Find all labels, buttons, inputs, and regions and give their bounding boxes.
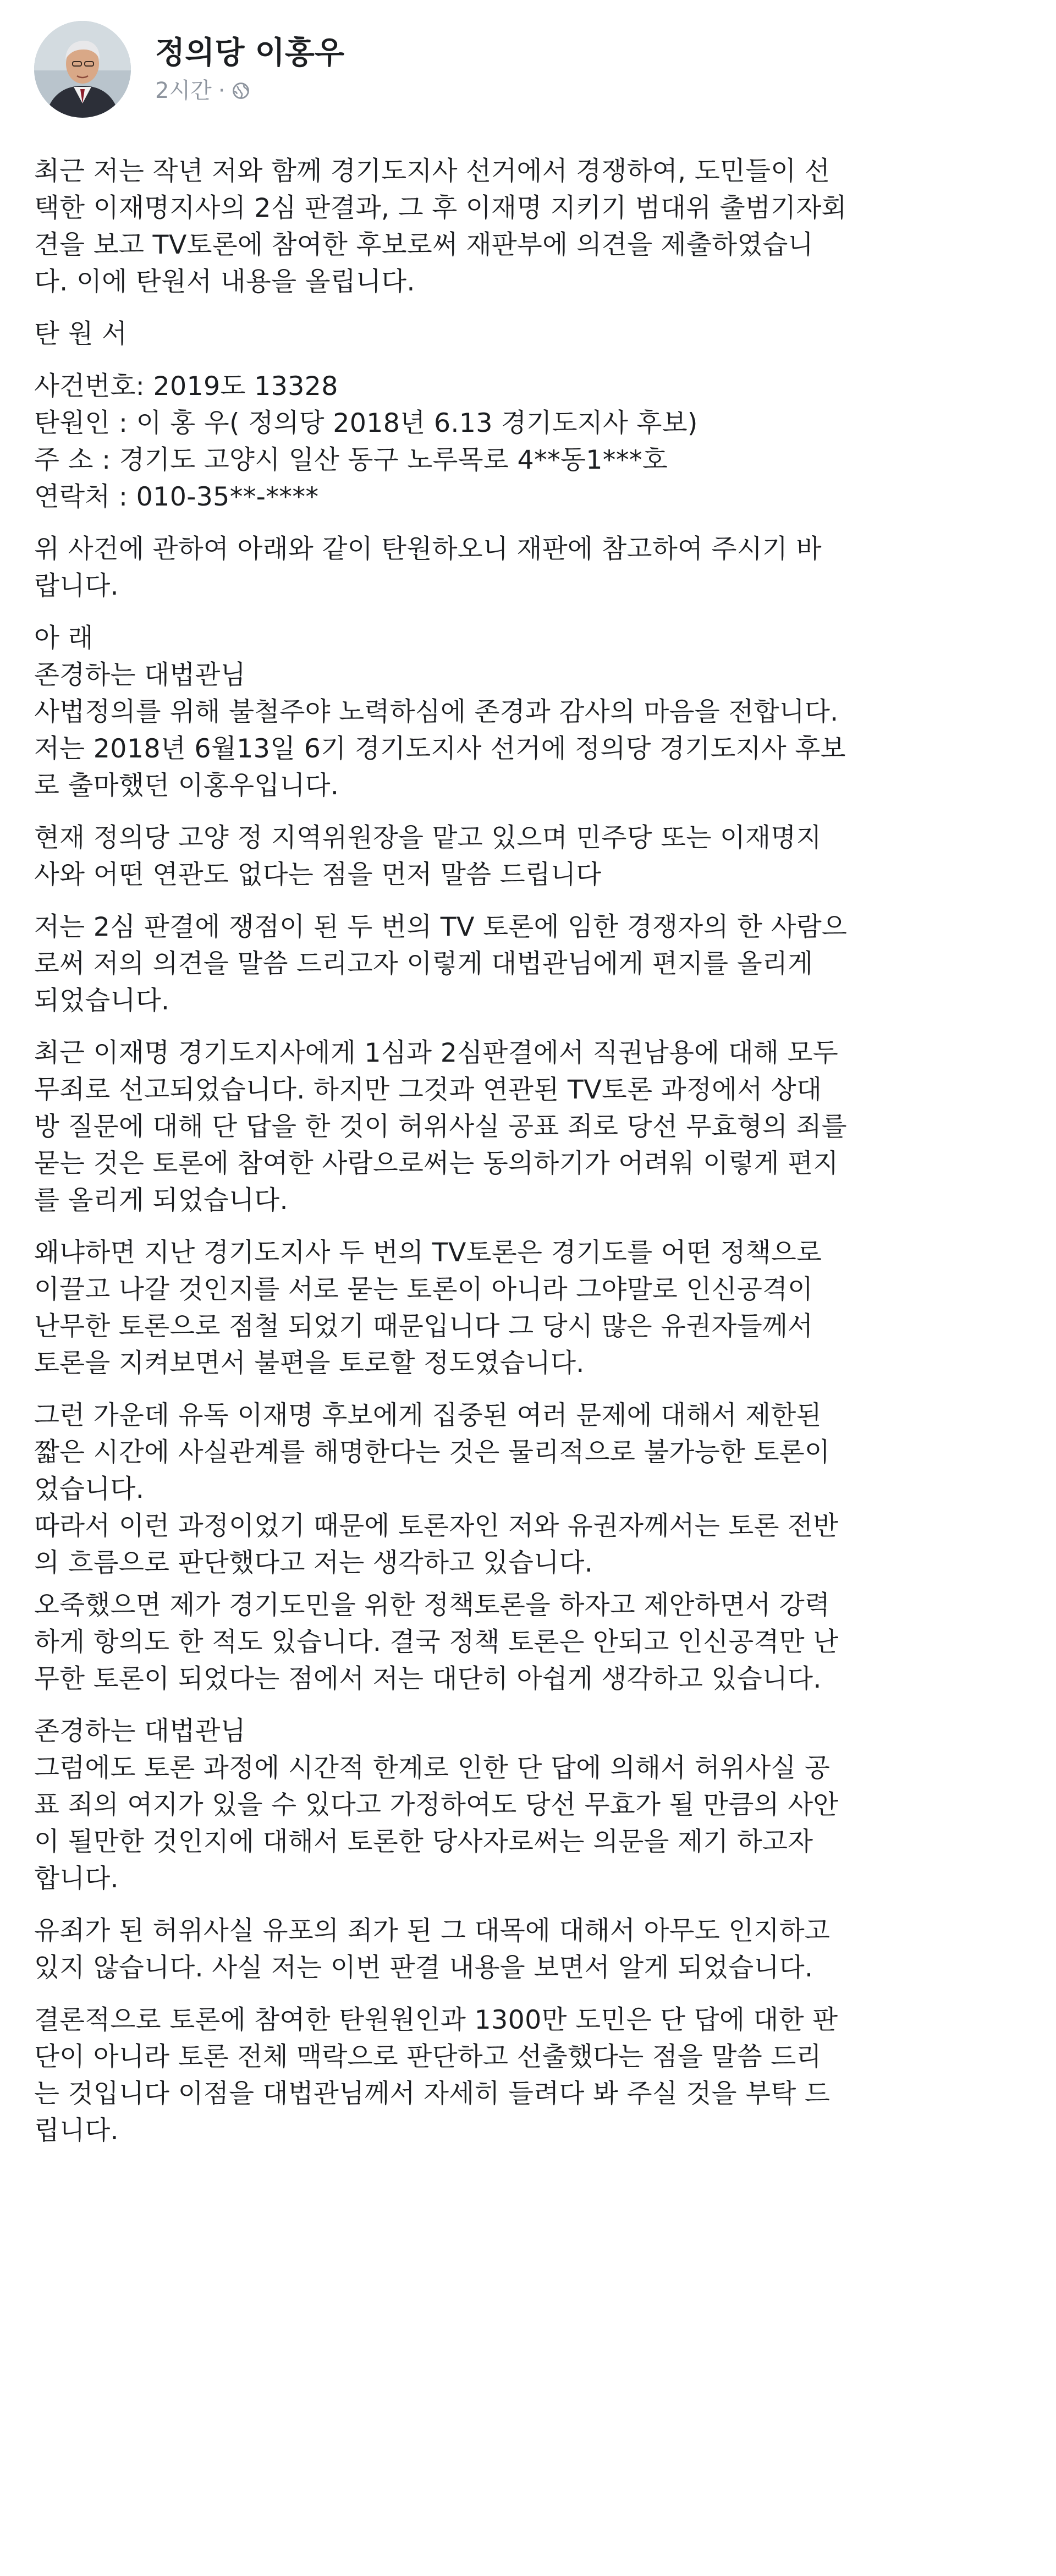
post-paragraph xyxy=(34,1234,1024,1382)
post-paragraph xyxy=(34,1397,1024,1581)
post-text-line: 방 질문에 대해 단 답을 한 것이 허위사실 공표 죄로 당선 무효형의 죄를 xyxy=(34,1112,847,1142)
post-text-line: 었습니다. xyxy=(34,1474,145,1504)
post-paragraph xyxy=(34,2002,1024,2149)
post-text-line: 견을 보고 TV토론에 참여한 후보로써 재판부에 의견을 제출하였습니 xyxy=(34,230,813,260)
post-text-line: 유죄가 된 허위사실 유포의 죄가 된 그 대목에 대해서 아무도 인지하고 xyxy=(34,1916,831,1946)
author-name-link[interactable]: 정의당 이홍우 xyxy=(155,35,345,72)
meta-separator: · xyxy=(218,78,226,103)
post-paragraph xyxy=(34,909,1024,1019)
post-text-line: 토론을 지켜보면서 불편을 토로할 정도였습니다. xyxy=(34,1348,585,1378)
post-text-line: 왜냐하면 지난 경기도지사 두 번의 TV토론은 경기도를 어떤 정책으로 xyxy=(34,1238,822,1268)
post-text-line: 최근 저는 작년 저와 함께 경기도지사 선거에서 경쟁하여, 도민들이 선 xyxy=(34,156,831,186)
post-text-line: 이끌고 나갈 것인지를 서로 묻는 토론이 아니라 그야말로 인신공격이 xyxy=(34,1275,813,1305)
post-text-line: 그럼에도 토론 과정에 시간적 한계로 인한 단 답에 의해서 허위사실 공 xyxy=(34,1753,831,1783)
post-paragraph xyxy=(34,1035,1024,1219)
post-text-line: 사법정의를 위해 불철주야 노력하심에 존경과 감사의 마음을 전합니다. xyxy=(34,697,839,727)
post-text-line: 따라서 이런 과정이었기 때문에 토론자인 저와 유권자께서는 토론 전반 xyxy=(34,1511,839,1541)
post-text-line: 의 흐름으로 판단했다고 저는 생각하고 있습니다. xyxy=(34,1548,593,1578)
post-text-line: 탄원인 : 이 홍 우( 정의당 2018년 6.13 경기도지사 후보) xyxy=(34,408,698,438)
globe-icon[interactable] xyxy=(232,81,250,100)
post-text-line: 사와 어떤 연관도 없다는 점을 먼저 말씀 드립니다 xyxy=(34,860,602,890)
post-text-line: 묻는 것은 토론에 참여한 사람으로써는 동의하기가 어려워 이렇게 편지 xyxy=(34,1149,839,1179)
post-text-line: 있지 않습니다. 사실 저는 이번 판결 내용을 보면서 알게 되었습니다. xyxy=(34,1953,813,1983)
post-text-line: 저는 2018년 6월13일 6기 경기도지사 선거에 정의당 경기도지사 후보 xyxy=(34,734,846,764)
author-avatar[interactable] xyxy=(34,21,131,118)
post-text-line: 립니다. xyxy=(34,2116,119,2146)
post-text-line: 합니다. xyxy=(34,1864,119,1894)
post-text-line: 사건번호: 2019도 13328 xyxy=(34,371,338,402)
post-paragraph xyxy=(34,153,1024,300)
post-text-line: 되었습니다. xyxy=(34,986,170,1016)
post-meta xyxy=(155,78,344,104)
post-text-line: 위 사건에 관하여 아래와 같이 탄원하오니 재판에 참고하여 주시기 바 xyxy=(34,534,822,564)
post-header-text xyxy=(155,35,344,103)
post-text-line: 이 될만한 것인지에 대해서 토론한 당사자로써는 의문을 제기 하고자 xyxy=(34,1827,813,1857)
post-paragraph xyxy=(34,531,1024,605)
post-paragraph xyxy=(34,1713,1024,1897)
post-paragraph xyxy=(34,1913,1024,1986)
post-text-line: 랍니다. xyxy=(34,571,119,601)
post-text-line: 존경하는 대법관님 xyxy=(34,660,246,690)
post-text-line: 주 소 : 경기도 고양시 일산 동구 노루목로 4**동1***호 xyxy=(34,445,668,475)
post-paragraph xyxy=(34,368,1024,515)
post-text-line: 로써 저의 의견을 말씀 드리고자 이렇게 대법관님에게 편지를 올리게 xyxy=(34,949,813,979)
post-text-line: 다. 이에 탄원서 내용을 올립니다. xyxy=(34,267,415,297)
post-paragraph xyxy=(34,1587,1024,1698)
post-text-line: 택한 이재명지사의 2심 판결과, 그 후 이재명 지키기 범대위 출범기자회 xyxy=(34,193,847,223)
post-text-line: 그런 가운데 유독 이재명 후보에게 집중된 여러 문제에 대해서 제한된 xyxy=(34,1400,822,1431)
post-text-line: 연락처 : 010-35**-**** xyxy=(34,482,319,512)
post-text-line: 탄 원 서 xyxy=(34,319,128,349)
post-text-line: 표 죄의 여지가 있을 수 있다고 가정하여도 당선 무효가 될 만큼의 사안 xyxy=(34,1790,839,1820)
post-paragraph xyxy=(34,620,1024,804)
post-text-line: 짧은 시간에 사실관계를 해명한다는 것은 물리적으로 불가능한 토론이 xyxy=(34,1437,831,1468)
post-text-line: 하게 항의도 한 적도 있습니다. 결국 정책 토론은 안되고 인신공격만 난 xyxy=(34,1627,839,1657)
post-header xyxy=(34,20,1024,119)
post-text-line: 로 출마했던 이홍우입니다. xyxy=(34,771,339,801)
post-text-line: 현재 정의당 고양 정 지역위원장을 맡고 있으며 민주당 또는 이재명지 xyxy=(34,823,822,853)
post-text-line: 무죄로 선고되었습니다. 하지만 그것과 연관된 TV토론 과정에서 상대 xyxy=(34,1075,822,1105)
post-text-line: 존경하는 대법관님 xyxy=(34,1716,246,1746)
post-timestamp[interactable]: 2시간 xyxy=(155,78,212,103)
post-text-line: 무한 토론이 되었다는 점에서 저는 대단히 아쉽게 생각하고 있습니다. xyxy=(34,1664,822,1694)
post-text-line: 아 래 xyxy=(34,623,94,653)
post-text-line: 저는 2심 판결에 쟁점이 된 두 번의 TV 토론에 임한 경쟁자의 한 사람으 xyxy=(34,912,848,942)
post-paragraph xyxy=(34,316,1024,353)
post-text-line: 결론적으로 토론에 참여한 탄원원인과 1300만 도민은 단 답에 대한 판 xyxy=(34,2005,838,2035)
post-text-line: 는 것입니다 이점을 대법관님께서 자세히 들려다 봐 주실 것을 부탁 드 xyxy=(34,2079,831,2109)
post-text-line: 단이 아니라 토론 전체 맥락으로 판단하고 선출했다는 점을 말씀 드리 xyxy=(34,2042,822,2072)
post-paragraph xyxy=(34,820,1024,893)
post-text-line: 최근 이재명 경기도지사에게 1심과 2심판결에서 직권남용에 대해 모두 xyxy=(34,1038,839,1068)
avatar-image xyxy=(34,21,131,118)
post-text-line: 난무한 토론으로 점철 되었기 때문입니다 그 당시 많은 유권자들께서 xyxy=(34,1311,813,1342)
post-text-line: 오죽했으면 제가 경기도민을 위한 정책토론을 하자고 제안하면서 강력 xyxy=(34,1590,831,1621)
post-text-line: 를 올리게 되었습니다. xyxy=(34,1185,288,1216)
post-body xyxy=(34,153,1024,2149)
